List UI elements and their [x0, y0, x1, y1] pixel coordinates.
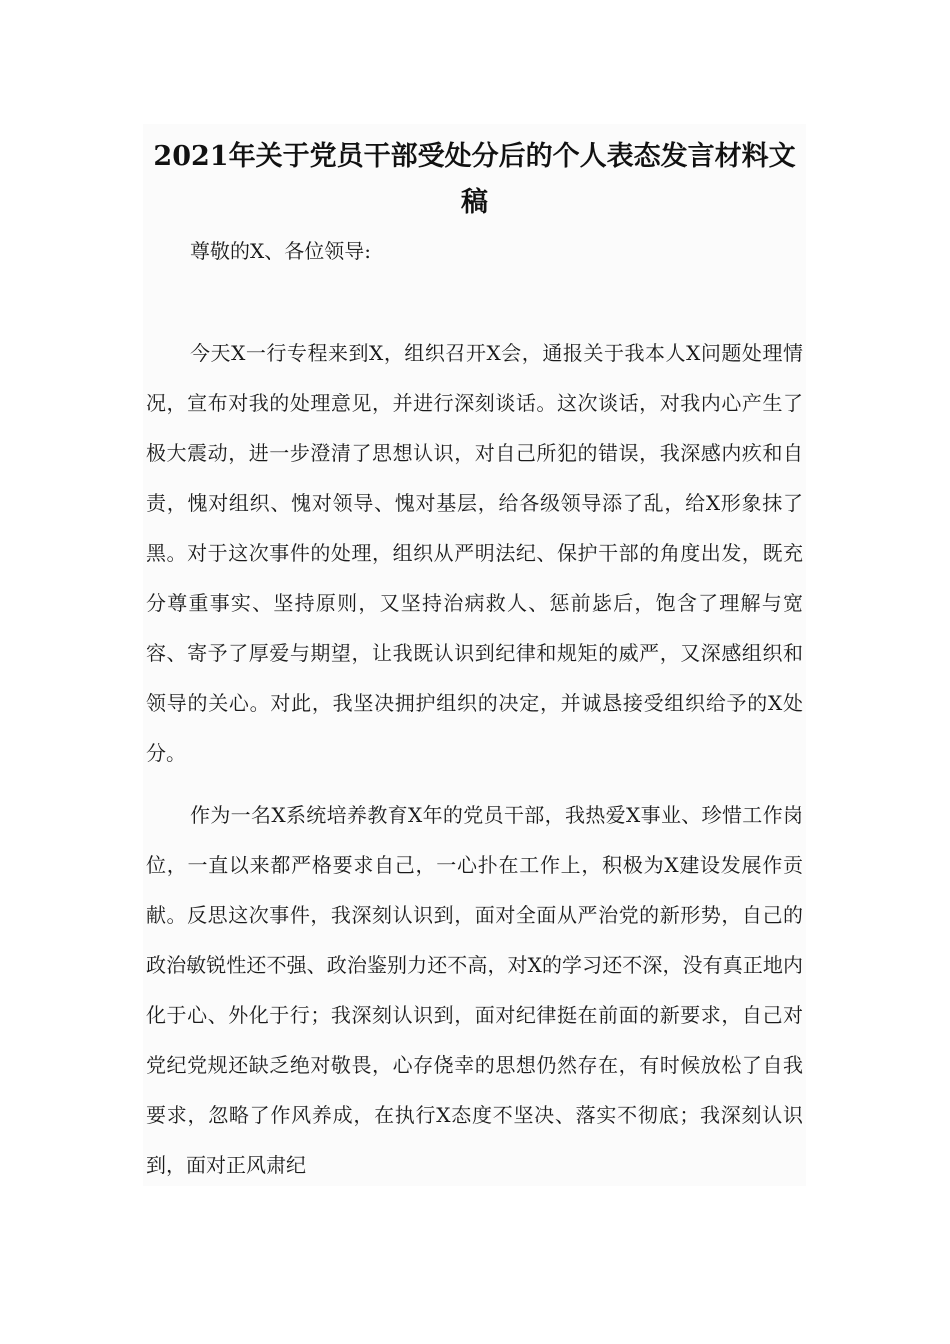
- body-paragraph-1: 今天X一行专程来到X，组织召开X会，通报关于我本人X问题处理情况，宣布对我的处理意见，并进行深刻谈话。这次谈话，对我内心产生了极大震动，进一步澄清了思想认识，对自己所犯的错误，我深感内疚和自责，愧对组织、愧对领导、愧对基层，给各级领导添了乱，给X形象抹了黑。对于这次事件的处理，组织从严明法纪、保护干部的角度出发，既充分尊重事实、坚持原则，又坚持治病救人、惩前毖后，饱含了理解与宽容、寄予了厚爱与期望，让我既认识到纪律和规矩的威严，又深感组织和领导的关心。对此，我坚决拥护组织的决定，并诚恳接受组织给予的X处分。: [146, 341, 803, 765]
- body-paragraph-2: 作为一名X系统培养教育X年的党员干部，我热爱X事业、珍惜工作岗位，一直以来都严格要求自己，一心扑在工作上，积极为X建设发展作贡献。反思这次事件，我深刻认识到，面对全面从严治党的新形势，自己的政治敏锐性还不强、政治鉴别力还不高，对X的学习还不深，没有真正地内化于心、外化于行；我深刻认识到，面对纪律挺在前面的新要求，自己对党纪党规还缺乏绝对敬畏，心存侥幸的思想仍然存在，有时候放松了自我要求，忽略了作风养成，在执行X态度不坚决、落实不彻底；我深刻认识到，面对正风肃纪: [146, 803, 803, 1177]
- document-page: [143, 124, 806, 1186]
- salutation: 尊敬的X、各位领导:: [190, 239, 371, 263]
- document-title: 2021年关于党员干部受处分后的个人表态发言材料文稿: [153, 141, 796, 218]
